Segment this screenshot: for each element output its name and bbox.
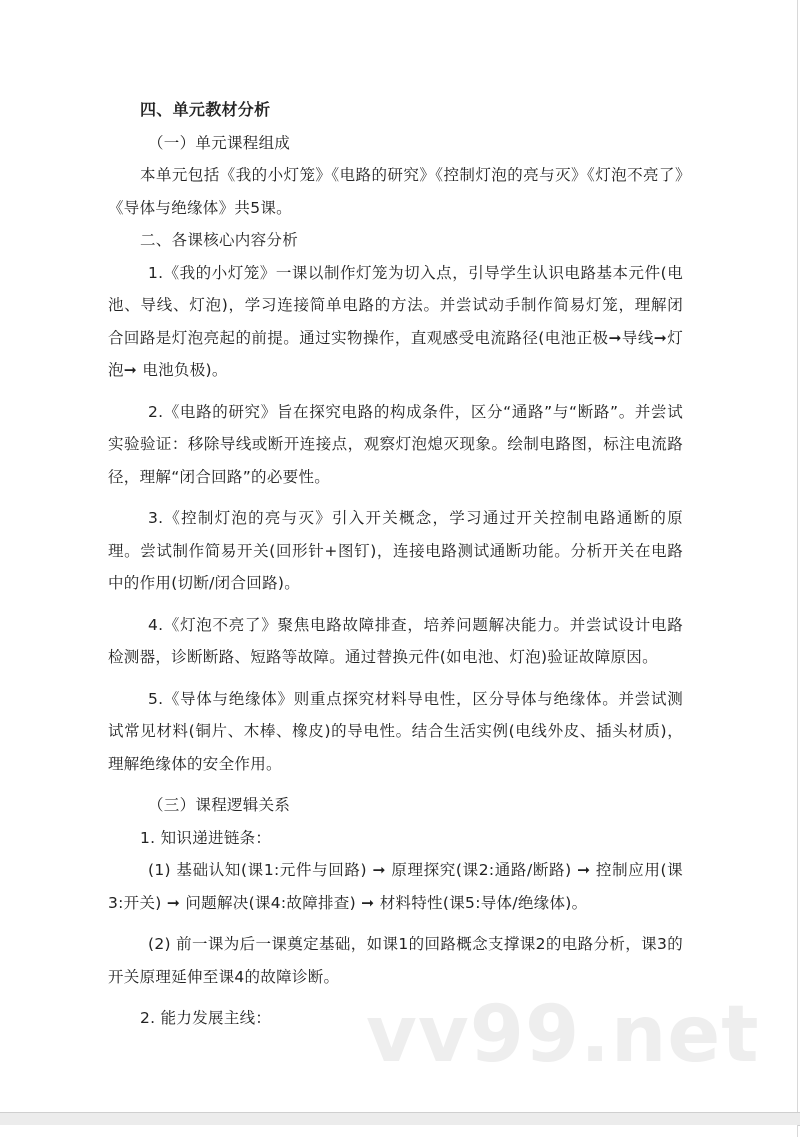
composition-paragraph: 本单元包括《我的小灯笼》《电路的研究》《控制灯泡的亮与灭》《灯泡不亮了》《导体与绝缘体》共5课。 [108,166,683,217]
subsection-heading-core-content: 二、各课核心内容分析 [140,231,299,249]
watermark-text: vv99.net [366,990,760,1080]
document-content [108,94,683,1035]
lesson-analysis-3: 3.《控制灯泡的亮与灭》引入开关概念，学习通过开关控制电路通断的原理。尝试制作简易开关(回形针+图钉)，连接电路测试通断功能。分析开关在电路中的作用(切断/闭合回路)。 [108,509,683,592]
page-break-divider [0,1112,800,1126]
subsection-heading-composition: （一）单元课程组成 [148,133,291,152]
section-heading: 四、单元教材分析 [140,100,271,119]
lesson-analysis-2: 2.《电路的研究》旨在探究电路的构成条件，区分“通路”与“断路”。并尝试实验验证：移除导线或断开连接点，观察灯泡熄灭现象。绘制电路图，标注电流路径，理解“闭合回路”的必要性。 [108,402,683,486]
lesson-analysis-4: 4.《灯泡不亮了》聚焦电路故障排查，培养问题解决能力。并尝试设计电路检测器，诊断断路、短路等故障。通过替换元件(如电池、灯泡)验证故障原因。 [108,615,683,666]
lesson-analysis-5: 5.《导体与绝缘体》则重点探究材料导电性，区分导体与绝缘体。并尝试测试常见材料(铜片、木棒、橡皮)的导电性。结合生活实例(电线外皮、插头材质)，理解绝缘体的安全作用。 [108,689,683,773]
knowledge-chain-item-1: (1) 基础认知(课1:元件与回路) ➞ 原理探究(课2:通路/断路) ➞ 控制应用(课3:开关) ➞ 问题解决(课4:故障排查) ➞ 材料特性(课5:导体/绝缘体)。 [108,861,683,912]
knowledge-chain-heading: 1. 知识递进链条： [140,828,272,847]
lesson-analysis-1: 1.《我的小灯笼》一课以制作灯笼为切入点，引导学生认识电路基本元件(电池、导线、灯泡)，学习连接简单电路的方法。并尝试动手制作简易灯笼，理解闭合回路是灯泡亮起的前提。通过实物操作，直观感受电流路径(电池正极➞导线➞灯泡➞ 电池负极)。 [108,263,683,379]
knowledge-chain-item-2: (2) 前一课为后一课奠定基础，如课1的回路概念支撑课2的电路分析，课3的开关原理延伸至课4的故障诊断。 [108,935,683,986]
ability-development-heading: 2. 能力发展主线： [140,1009,272,1027]
next-page-top [0,1125,798,1137]
subsection-heading-logic: （三）课程逻辑关系 [148,796,291,814]
